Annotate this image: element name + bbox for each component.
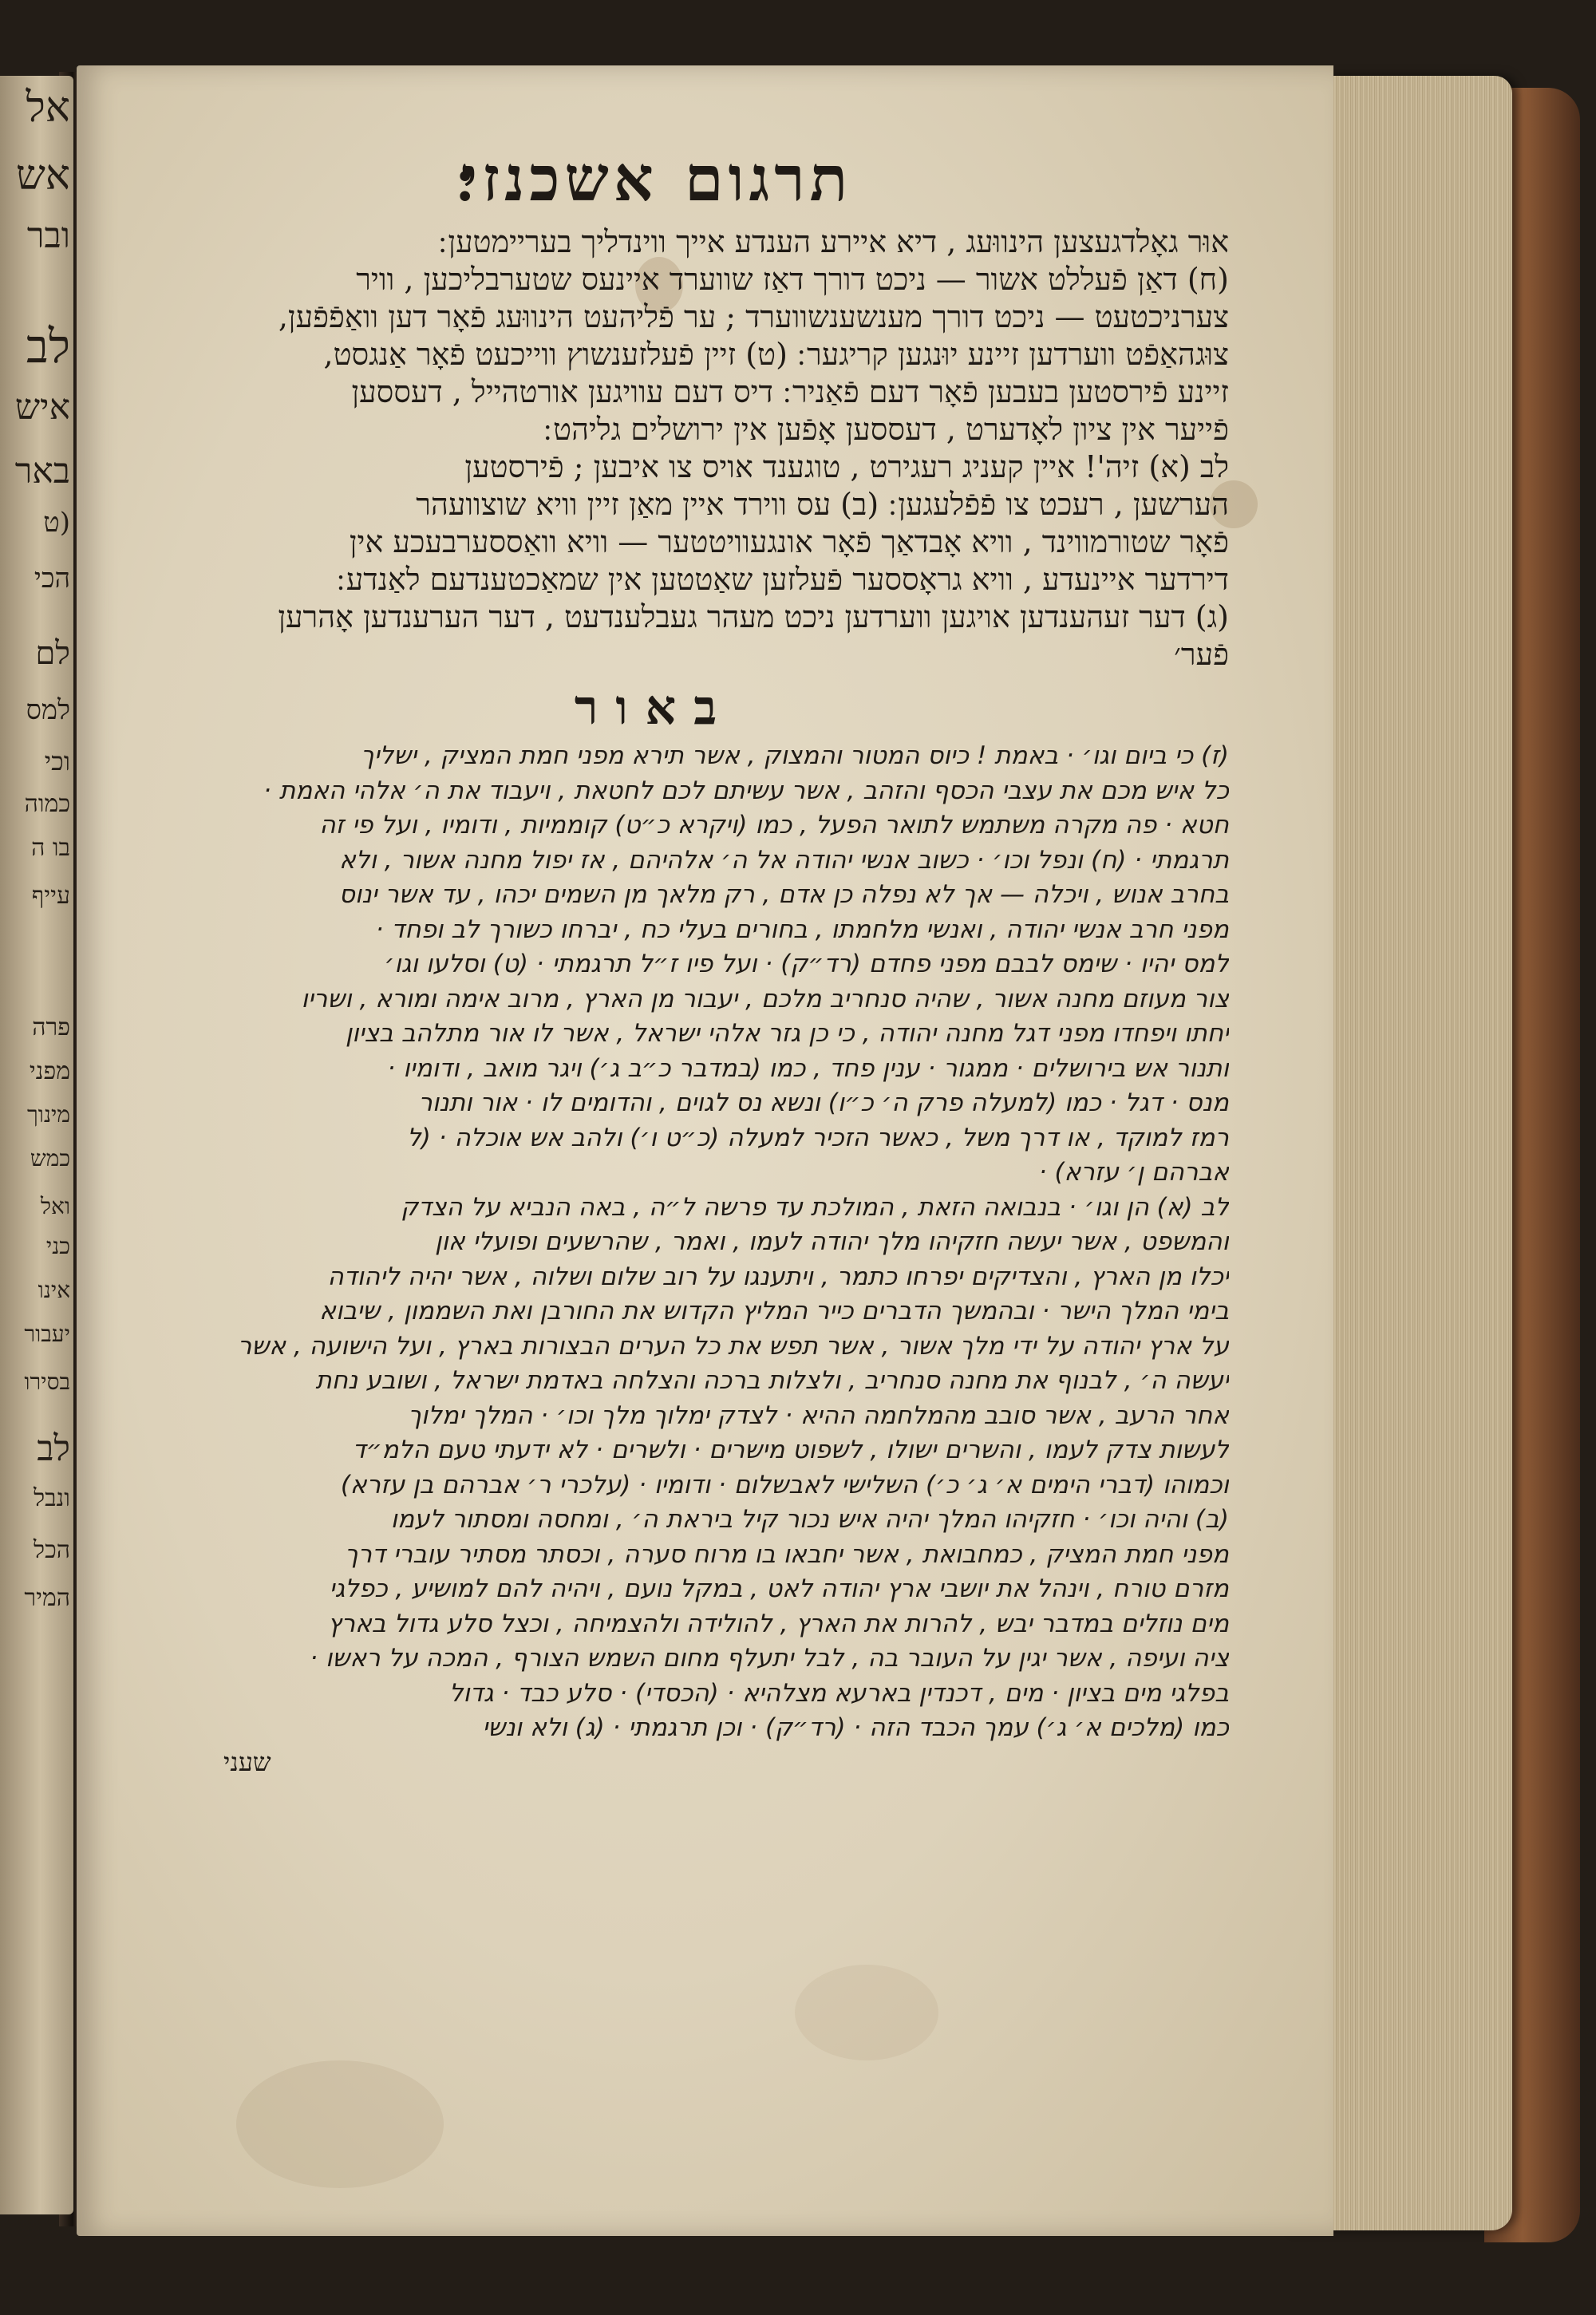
translation-line: זיינע פֿירסטען בעבען פֿאָר דעם פֿאַניר ׃ דיס דעם עוויגען אורטהייל , דעססען (351, 374, 1229, 409)
translation-line: פֿייער אין ציון לאָדערט , דעססען אָפֿען אין ירושלים גליהט ׃ (543, 412, 1229, 447)
commentary-heading: באור (574, 680, 735, 736)
left-page-fragment: אש (15, 152, 70, 200)
left-page-fragment: פרה (32, 1013, 70, 1041)
commentary-line: לב (א) הן וגו׳ · בנבואה הזאת , המולכת עד פרשה ל״ה , באה הנביא על הצדק (401, 1192, 1229, 1222)
left-page-fragment: למס (26, 694, 70, 726)
left-page-fragment: בו ה (31, 834, 70, 862)
left-page-fragment: לב (37, 1428, 70, 1469)
left-page-fragment: באר (14, 451, 70, 492)
commentary-line: מפני חמת המציק , כמחבואת , אשר יחבאו בו מרוח סערה , וכסתר מסתיר עוברי דרך (344, 1539, 1229, 1569)
left-page-fragment: לב (26, 319, 70, 373)
left-page-fragment: אל (26, 84, 70, 132)
commentary-line: יכלו מן הארץ , והצדיקים יפרחו כתמר , ויתענגו על רוב שלום ושלוה , אשר יהיה ליהודה (327, 1262, 1229, 1291)
left-page-fragment: לם (35, 635, 70, 672)
translation-block (80, 223, 1229, 674)
commentary-line: ציה ועיפה , אשר יגין על העובר בה , לבל יתעלף מחום השמש הצורף , המכה על ראשו · (310, 1644, 1229, 1673)
commentary-line: תרגמתי · (ח) ונפל וכו׳ · כשוב אנשי יהודה אל ה׳ אלהיהם , אז יפול מחנה אשור , ולא (339, 845, 1229, 875)
commentary-block (80, 739, 1229, 1746)
translation-line: פֿער׳ (1174, 637, 1229, 672)
left-page-fragment: מינוך (27, 1101, 70, 1128)
commentary-line: אברהם ן׳ עזרא) · (1038, 1158, 1229, 1187)
left-page-fragment: יעבור (24, 1321, 70, 1347)
commentary-line: (ב) והיה וכו׳ · חזקיהו המלך יהיה איש נכור קיל ביראת ה׳ , ומחסה ומסתור לעמו (390, 1505, 1229, 1534)
left-page-fragment: כמש (30, 1145, 70, 1171)
commentary-line: צור מעוזם מחנה אשור , שהיה סנחריב מלכם , יעבור מן הארץ , מרוב אימה ומורא , ושריו (301, 984, 1229, 1013)
commentary-line: בחרב אנוש , ויכלה — אך לא נפלה כן אדם , רק מלאך מן השמים יכהו , עד אשר ינוס (338, 880, 1229, 909)
left-page-fragment: הכל (34, 1536, 70, 1564)
commentary-line: וכמוהו (דברי הימים א׳ ג׳ כ׳) השלישי לאבשלום · ודומיו · (עלכרי ר׳ אברהם בן עזרא) (340, 1470, 1229, 1499)
commentary-line: רמז למוקד , או דרך משל , כאשר הזכיר למעלה (כ״ט ו׳) ולהב אש אוכלה · (ל (407, 1123, 1229, 1152)
translation-line: אוּר גאָלדגעצען הינווּעג , דיא איירע הענדע אייך ווינדליך בעריימטען ׃ (438, 224, 1229, 259)
commentary-line: בפלגי מים בציון · מים , דכנדין בארעא מצלהיא · (הכסדי) · סלע כבד · גדול (448, 1678, 1229, 1708)
translation-line: צערניכטעט — ניכט דורך מענשענשווערד ; ער פֿליהעט הינווּעג פֿאָר דען וואַפֿפֿען, (278, 299, 1229, 334)
left-page-fragment: איש (14, 387, 70, 428)
commentary-line: אחר הרעב , אשר סובב מהמלחמה ההיא · לצדק ימלוך מלך וכו׳ · המלך ימלוך (408, 1400, 1229, 1430)
commentary-line: והמשפט , אשר יעשה חזקיהו מלך יהודה לעמו , ואמר , שהרשעים ופועלי און (435, 1227, 1229, 1256)
commentary-line: מים נוזלים במדבר יבש , להרות את הארץ , להולידה ולהצמיחה , וכצל סלע גדול בארץ (327, 1609, 1229, 1638)
commentary-line: על ארץ יהודה על ידי מלך אשור , אשר תפש את כל הערים הבצורות בארץ , ועל הישועה , אשר (237, 1331, 1229, 1361)
left-page-fragment: אינו (38, 1277, 70, 1303)
commentary-line: כל איש מכם את עצבי הכסף והזהב , אשר עשיתם לכם לחטאת , ויעבוד את ה׳ אלהי האמת · (263, 776, 1229, 805)
translation-line: פֿאָר שטורמווינד , וויא אָבדאַך פֿאָר אונגעוויטטער — וויא וואַססערבעכע אין (349, 524, 1229, 559)
page-text (80, 136, 1229, 1778)
commentary-line: חטא · פה מקרה משתמש לתואר הפעל , כמו (ויקרא כ״ט) קוממיות , ודומיו , ועל פי זה (319, 811, 1229, 839)
left-page-fragment: ובר (26, 215, 70, 256)
left-page-fragment: המיר (24, 1584, 70, 1612)
commentary-line: מנס · דגל · כמו (למעלה פרק ה׳ כ״ו) ונשא נס לגוים , והדומים לו · אור ותנור (418, 1088, 1229, 1117)
commentary-line: כמו (מלכים א׳ ג׳) עמך הכבד הזה · (רד״ק) · וכן תרגמתי · (ג) ולא ונשי (482, 1713, 1229, 1742)
commentary-line: ותנור אש בירושלים · ממגור · ענין פחד , כמו (במדבר כ״ב ג׳) ויגר מואב , ודומיו · (387, 1053, 1229, 1083)
commentary-line: (ז) כי ביום וגו׳ · באמת ! כיוס המטור והמצוק , אשר תירא מפני חמת המציק , ישליך (361, 741, 1229, 770)
left-page-fragment: בסירו (24, 1369, 70, 1395)
commentary-line: בימי המלך הישר · ובהמשך הדברים כייר המליץ הקדוש את החורבן ואת השממון , שיבוא (319, 1297, 1229, 1325)
page-title: תרגום אשכנזי׃ (456, 143, 853, 215)
left-page-fragment: הכי (34, 563, 70, 595)
left-page-fragment: ואל (40, 1193, 70, 1219)
commentary-line: למס יהיו · שימס לבבם מפני פחדם (רד״ק) · ועל פיו ז״ל תרגמתי · (ט) וסלעו וגו׳ (384, 950, 1229, 978)
commentary-line: לעשות צדק לעמו , והשרים ישולו , לשפוט מישרים · ולשרים · לא ידעתי טעם הלמ״ד (352, 1436, 1229, 1464)
catchword: שעני (223, 1746, 271, 1777)
left-page-fragment: מפני (29, 1057, 70, 1085)
translation-line: לב (א) זיה'! איין קעניג רעגירט , טוגענד אויס צו איבען ; פֿירסטען (464, 449, 1229, 484)
translation-line: (ג) דער זעהענדען אויגען ווערדען ניכט מעהר געבלענדעט , דער הערענדען אָהרען (278, 599, 1229, 634)
left-page-fragment: כמוה (24, 790, 70, 818)
left-page-fragment: ונבל (34, 1484, 70, 1512)
left-page-fragment: וכי (44, 746, 70, 776)
commentary-line: יעשה ה׳ , לבנוף את מחנה סנחריב , ולצלות ברכה והצלחה באדמת ישראל , ושובע נחת (315, 1366, 1229, 1395)
translation-line: הערשען , רעכט צו פֿפֿלעגען ׃ (ב) עס ווירד איין מאַן זיין וויא שוצוועהר (416, 487, 1229, 522)
commentary-line: מפני חרב אנשי יהודה , ואנשי מלחמתו , בחורים בעלי כח , יברחו כשורך לב ופחד · (375, 915, 1229, 944)
translation-line: צוּגהאַפֿט ווערדען זיינע יוּנגען קריגער ׃ (ט) זיין פֿעלזענשוץ ווייכעט פֿאָר אַנגסט, (323, 337, 1229, 372)
left-page-fragment: (ט (43, 507, 70, 539)
commentary-line: מזרם טורח , וינהל את יושבי ארץ יהודה לאט , במקל נועם , ויהיה להם למושיע , כפלגי (329, 1574, 1229, 1603)
translation-line: (ח) דאַן פֿעללט אשור — ניכט דורך דאַז שווערד איינעס שטערבליכען , וויר (356, 262, 1229, 297)
left-page-fragment: עייף (31, 882, 70, 910)
translation-line: דירדער איינעדע , וויא גראָססער פֿעלזען שאַטטען אין שמאַכטענדעם לאַנדע ׃ (336, 562, 1229, 597)
left-page-fragment: כני (45, 1233, 70, 1259)
commentary-line: יחתו ויפחדו מפני דגל מחנה יהודה , כי כן גזר אלהי ישראל , אשר לו אור מתלהב בציון (345, 1019, 1229, 1048)
left-page-edge (0, 76, 73, 2214)
